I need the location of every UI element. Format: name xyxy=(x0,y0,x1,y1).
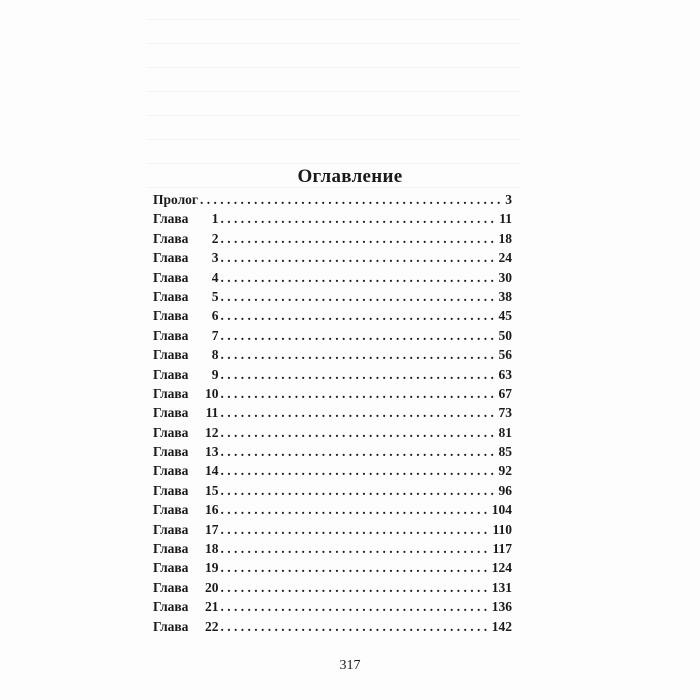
dot-leader xyxy=(220,539,490,558)
toc-entry-label: Глава xyxy=(153,560,189,576)
toc-entry xyxy=(153,578,512,597)
toc-entry-page: 117 xyxy=(492,541,512,557)
toc-entry-page: 38 xyxy=(498,288,512,304)
toc-entry-page: 3 xyxy=(505,192,512,207)
toc-entry-label: Глава xyxy=(153,424,189,440)
toc-entry-number: 18 xyxy=(204,541,219,557)
toc-entry-page: 67 xyxy=(498,385,512,401)
toc-entry-label: Глава xyxy=(153,211,189,227)
dot-leader xyxy=(220,403,496,422)
toc-entry-page: 73 xyxy=(498,405,512,421)
toc-entry xyxy=(153,345,512,364)
toc-entry-label: Глава xyxy=(153,541,189,557)
toc-entry xyxy=(153,306,512,325)
toc-entry-label: Глава xyxy=(153,366,189,382)
dot-leader xyxy=(220,500,489,519)
toc-entry xyxy=(153,229,512,248)
toc-entry-page: 50 xyxy=(498,327,512,343)
dot-leader xyxy=(220,558,489,577)
toc-entry xyxy=(153,423,512,442)
toc-entry xyxy=(153,442,512,461)
toc-entry-number: 13 xyxy=(204,444,219,460)
toc-entry xyxy=(153,326,512,345)
toc-entry-label: Глава xyxy=(153,482,189,498)
toc-entry xyxy=(153,617,512,636)
toc-entry-page: 96 xyxy=(498,482,512,498)
toc-entry-number: 8 xyxy=(211,347,219,363)
toc-entry-number: 17 xyxy=(204,521,219,537)
toc-entry xyxy=(153,209,512,228)
dot-leader xyxy=(220,481,496,500)
toc-entry-number: 6 xyxy=(211,308,219,324)
toc-entry-page: 104 xyxy=(491,502,512,518)
dot-leader xyxy=(220,229,496,248)
toc-entry-number: 14 xyxy=(204,463,219,479)
dot-leader xyxy=(220,345,496,364)
toc-entry-number: 21 xyxy=(204,599,219,615)
toc-entry xyxy=(153,520,512,539)
toc-entry xyxy=(153,481,512,500)
toc-entry-number: 7 xyxy=(211,327,219,343)
toc-entry-page: 45 xyxy=(498,308,512,324)
dot-leader xyxy=(220,287,496,306)
dot-leader xyxy=(220,209,497,228)
toc-entry-number: 1 xyxy=(211,211,219,227)
toc-entry-number: 2 xyxy=(211,230,219,246)
dot-leader xyxy=(220,384,496,403)
toc-entry xyxy=(153,558,512,577)
toc-entry-page: 92 xyxy=(498,463,512,479)
dot-leader xyxy=(220,268,496,287)
toc-entry-page: 30 xyxy=(498,269,512,285)
toc-entry-label: Глава xyxy=(153,502,189,518)
toc-entry xyxy=(153,539,512,558)
toc-entry-number: 12 xyxy=(204,424,219,440)
toc-entry-label: Глава xyxy=(153,385,189,401)
dot-leader xyxy=(220,578,489,597)
dot-leader xyxy=(220,326,496,345)
toc-entry-label: Глава xyxy=(153,269,189,285)
dot-leader xyxy=(220,461,496,480)
toc-entry-number: 20 xyxy=(204,579,219,595)
toc-entry-label: Глава xyxy=(153,288,189,304)
toc-entry-number: 4 xyxy=(211,269,219,285)
toc-entry xyxy=(153,597,512,616)
toc-entry-label: Глава xyxy=(153,405,189,421)
dot-leader xyxy=(220,597,489,616)
toc-entry-number: 16 xyxy=(204,502,219,518)
toc-entry xyxy=(153,268,512,287)
toc-entry-number: 3 xyxy=(211,250,219,266)
toc-entry xyxy=(153,500,512,519)
toc-entry-label: Глава xyxy=(153,327,189,343)
dot-leader xyxy=(220,306,496,325)
toc-entry-page: 142 xyxy=(491,618,512,634)
toc-entry-label: Глава xyxy=(153,230,189,246)
toc-entry-label: Глава xyxy=(153,308,189,324)
toc-entry xyxy=(153,287,512,306)
toc-entry-label: Глава xyxy=(153,444,189,460)
toc-entry-label: Глава xyxy=(153,521,189,537)
toc-entry-label: Глава xyxy=(153,599,189,615)
toc-entry-page: 136 xyxy=(491,599,512,615)
toc-entry xyxy=(153,403,512,422)
toc-entry-page: 85 xyxy=(498,444,512,460)
toc-entry xyxy=(153,461,512,480)
toc-entry-label: Глава xyxy=(153,463,189,479)
toc-entry-page: 110 xyxy=(492,521,512,537)
toc-entry-label: Глава xyxy=(153,347,189,363)
toc-entry xyxy=(153,384,512,403)
toc-entry-label: Пролог xyxy=(153,192,199,207)
toc-entry-number: 22 xyxy=(204,618,219,634)
dot-leader xyxy=(220,617,489,636)
page-number: 317 xyxy=(339,658,361,673)
dot-leader xyxy=(220,423,496,442)
toc-entry-number: 11 xyxy=(205,405,219,421)
toc-entry-page: 81 xyxy=(498,424,512,440)
toc-entry xyxy=(153,190,512,209)
toc-entry-number: 10 xyxy=(204,385,219,401)
toc-entry xyxy=(153,248,512,267)
dot-leader xyxy=(220,442,496,461)
toc-entry-number: 19 xyxy=(204,560,219,576)
toc-entry-page: 63 xyxy=(498,366,512,382)
toc-entry-page: 131 xyxy=(491,579,512,595)
dot-leader xyxy=(200,190,503,209)
toc-entry-label: Глава xyxy=(153,250,189,266)
dot-leader xyxy=(220,520,490,539)
toc-entry-page: 24 xyxy=(498,250,512,266)
page-title: Оглавление xyxy=(297,165,403,187)
toc-entry-page: 124 xyxy=(491,560,512,576)
toc-entry-page: 11 xyxy=(499,211,512,227)
toc-entry-label: Глава xyxy=(153,579,189,595)
dot-leader xyxy=(220,365,496,384)
table-of-contents xyxy=(153,190,512,636)
toc-entry-page: 56 xyxy=(498,347,512,363)
toc-entry-number: 15 xyxy=(204,482,219,498)
toc-entry-number: 5 xyxy=(211,288,219,304)
toc-entry xyxy=(153,365,512,384)
toc-entry-page: 18 xyxy=(498,230,512,246)
toc-entry-label: Глава xyxy=(153,618,189,634)
toc-entry-number: 9 xyxy=(211,366,219,382)
dot-leader xyxy=(220,248,496,267)
